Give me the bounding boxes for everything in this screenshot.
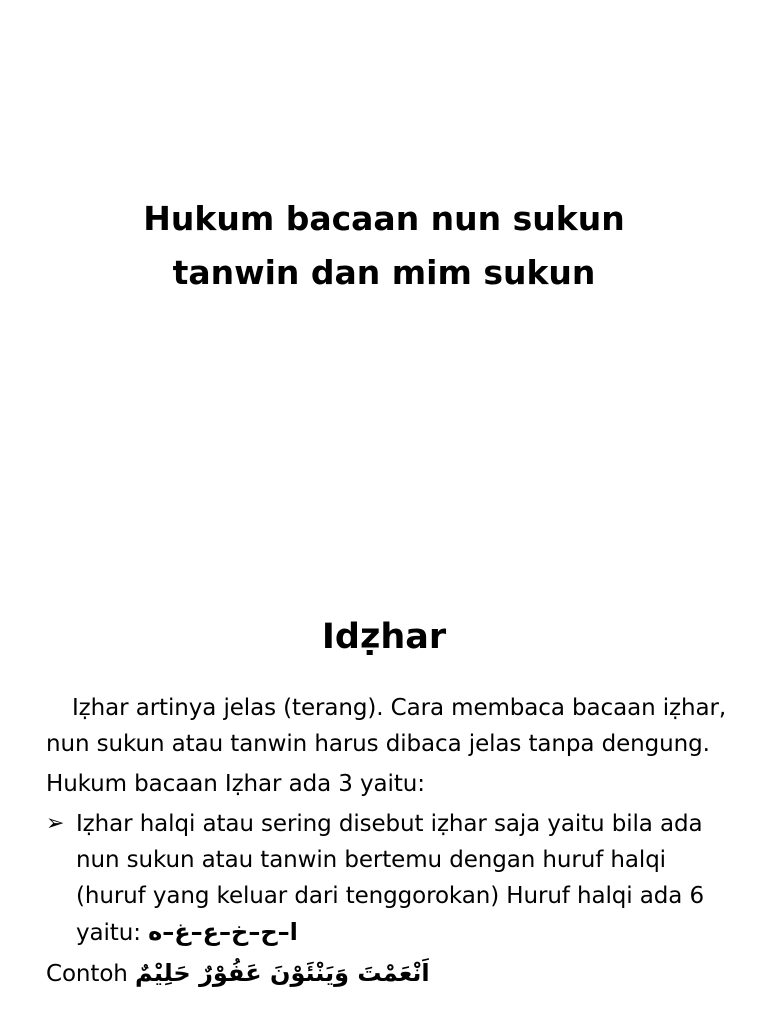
slide-title [0, 192, 768, 300]
slide-body [46, 690, 734, 996]
section-heading: Idẓhar [321, 617, 447, 657]
definition-paragraph: Iẓhar artinya jelas (terang). Cara membaca bacaan iẓhar, nun sukun atau tanwin harus dibaca jelas tanpa dengung. [46, 695, 727, 757]
example-label: Contoh [46, 961, 135, 987]
title-line-2: tanwin dan mim sukun [172, 253, 596, 292]
title-line-1: Hukum bacaan nun sukun [143, 199, 625, 238]
example-arabic: اَنْعَمْتَ وَيَنْئَوْنَ عَفُوْرٌ حَلِيْمٌ [135, 959, 430, 987]
slide-idzhar [0, 576, 768, 1024]
halqi-letters: ا–ح–خ–ع–غ–ه [148, 918, 298, 946]
types-intro-paragraph: Hukum bacaan Iẓhar ada 3 yaitu: [46, 771, 425, 797]
arrow-bullet-icon: ➢ [46, 811, 65, 836]
example-line [46, 955, 734, 992]
bullet-text: Iẓhar halqi atau sering disebut iẓhar saja yaitu bila ada nun sukun atau tanwin bertemu dengan huruf halqi (huruf yang keluar dari tenggorokan) Huruf halqi ada 6 yaitu: [76, 811, 705, 946]
bullet-item [46, 806, 734, 951]
